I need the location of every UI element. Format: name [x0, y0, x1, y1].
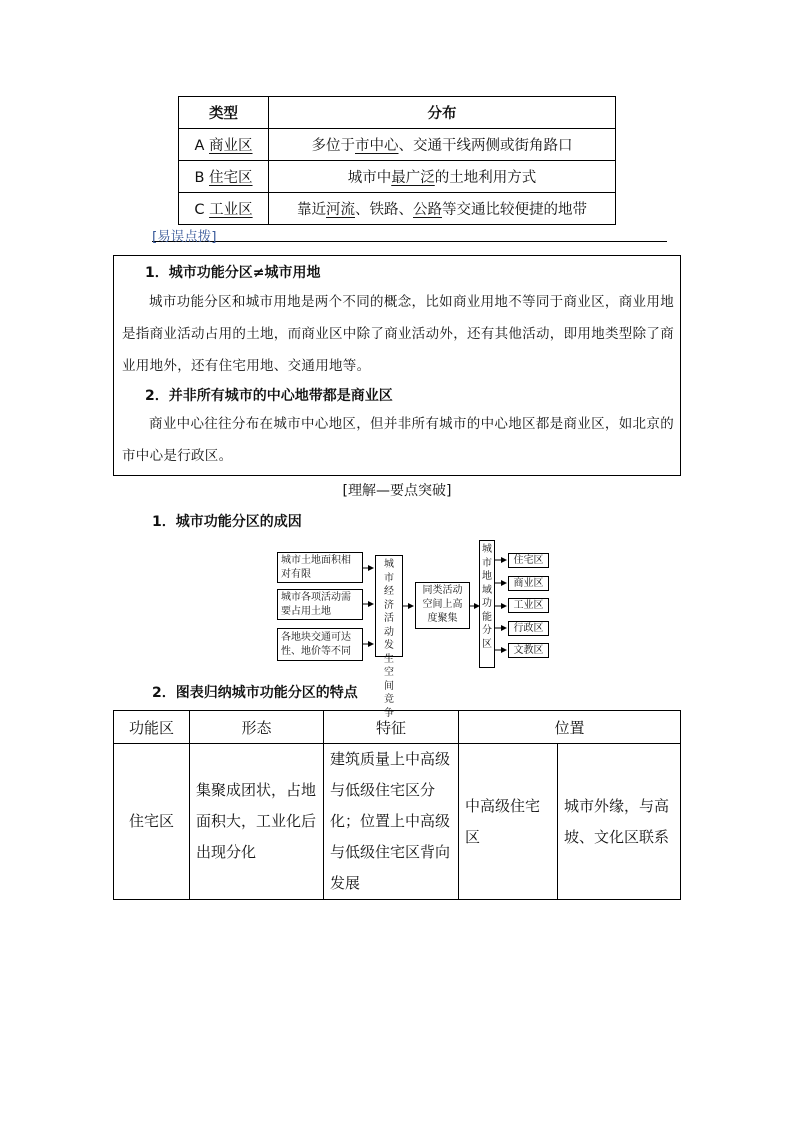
tip-paragraph-2: 商业中心往往分布在城市中心地区，但并非所有城市的中心地区都是商业区，如北京的市中心是行政区。 [122, 416, 674, 464]
header-zone: 功能区 [114, 711, 190, 744]
zone-box: 工业区 [508, 598, 549, 613]
type-cell [179, 129, 269, 161]
zone-cell: 住宅区 [114, 744, 190, 900]
text: 等交通比较便捷的地带 [442, 202, 587, 218]
key-term: 市中心 [355, 138, 399, 154]
feature-cell: 建筑质量上中高级与低级住宅区分化；位置上中高级与低级住宅区背向发展 [324, 744, 459, 900]
table-row [179, 129, 616, 161]
type-name: 住宅区 [209, 170, 253, 186]
type-cell [179, 161, 269, 193]
tip-heading-2: 2．并非所有城市的中心地带都是商业区 [145, 388, 393, 404]
tip-box [113, 255, 681, 476]
type-name: 工业区 [209, 202, 253, 218]
header-type: 类型 [179, 97, 269, 129]
location-cell-1: 中高级住宅区 [459, 744, 558, 900]
table-row [179, 193, 616, 225]
table-row [114, 744, 681, 900]
formation-diagram [277, 540, 553, 719]
competition-box: 城市经济活动发生空间竞争 [375, 555, 403, 657]
header-feature: 特征 [324, 711, 459, 744]
table-row [179, 161, 616, 193]
tip-label-text: [易误点拨] [152, 229, 217, 245]
type-letter: C [194, 202, 210, 218]
zone-box: 商业区 [508, 576, 549, 591]
key-term: 最广泛 [391, 170, 435, 186]
text: 、交通干线两侧或街角路口 [398, 138, 573, 154]
aggregation-box: 同类活动空间上高度聚集 [415, 582, 470, 629]
text: 的土地利用方式 [434, 170, 537, 186]
cause-box: 城市各项活动需要占用土地 [277, 589, 363, 620]
tip-heading-1: 1．城市功能分区≠城市用地 [145, 265, 321, 281]
table-header-row [114, 711, 681, 744]
zone-box: 文教区 [508, 643, 549, 658]
land-type-table [178, 96, 616, 225]
distribution-cell [269, 129, 616, 161]
key-term: 河流 [326, 202, 355, 218]
text: 多位于 [311, 138, 355, 154]
type-letter: A [194, 138, 210, 154]
section-heading-1: 1．城市功能分区的成因 [152, 514, 302, 530]
tip-section-label [152, 225, 667, 245]
table-header-row [179, 97, 616, 129]
type-name: 商业区 [209, 138, 253, 154]
type-cell [179, 193, 269, 225]
zone-feature-table [113, 710, 681, 900]
understand-section-label: [理解—要点突破] [342, 483, 452, 499]
location-cell-2: 城市外缘，与高坡、文化区联系 [558, 744, 681, 900]
type-letter: B [194, 170, 210, 186]
text: 城市中 [347, 170, 392, 186]
tip-paragraph-1: 城市功能分区和城市用地是两个不同的概念，比如商业用地不等同于商业区，商业用地是指商业活动占用的土地，而商业区中除了商业活动外，还有其他活动，即用地类型除了商业用地外，还有住宅用地、交通用地等。 [122, 294, 674, 374]
header-location: 位置 [459, 711, 681, 744]
distribution-cell [269, 161, 616, 193]
distribution-cell [269, 193, 616, 225]
zone-box: 住宅区 [508, 553, 549, 568]
text: 、铁路、 [355, 202, 413, 218]
key-term: 公路 [413, 202, 442, 218]
zoning-box: 城市地域功能分区 [479, 540, 495, 668]
cause-box: 各地块交通可达性、地价等不同 [277, 628, 363, 661]
form-cell: 集聚成团状，占地面积大，工业化后出现分化 [190, 744, 324, 900]
cause-box: 城市土地面积相对有限 [277, 552, 363, 583]
text: 靠近 [297, 202, 326, 218]
header-distribution: 分布 [269, 97, 616, 129]
section-heading-2: 2．图表归纳城市功能分区的特点 [152, 685, 358, 701]
zone-box: 行政区 [508, 621, 549, 636]
header-form: 形态 [190, 711, 324, 744]
